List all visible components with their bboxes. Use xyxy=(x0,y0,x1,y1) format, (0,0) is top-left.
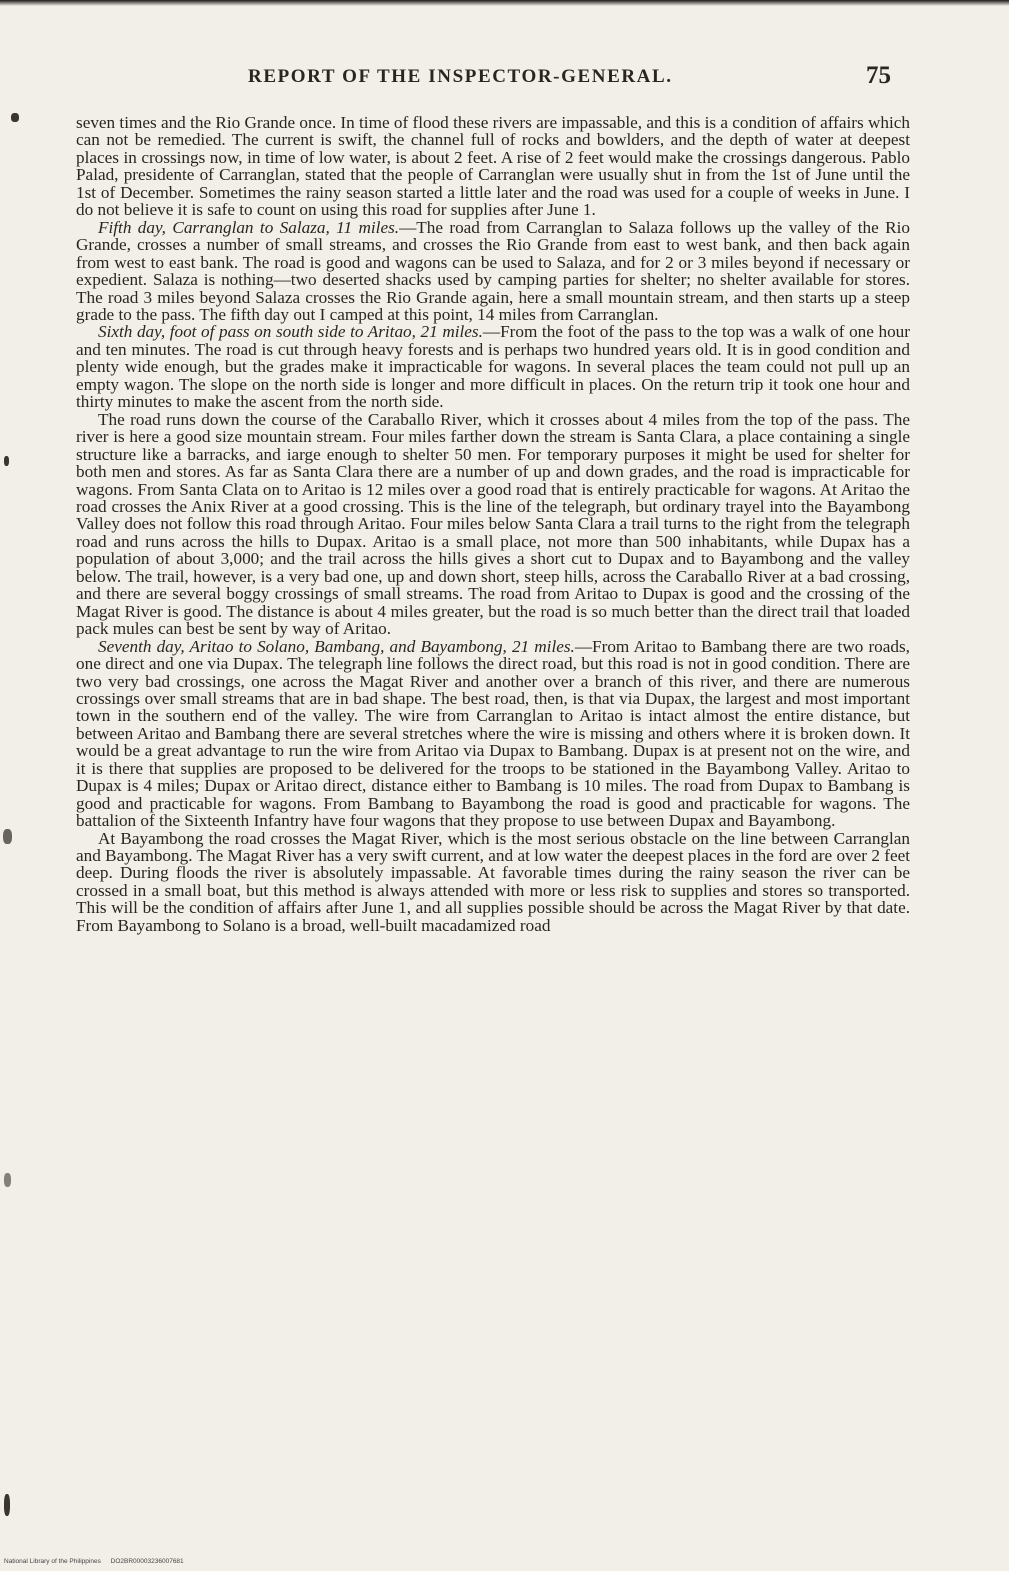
page-number: 75 xyxy=(866,62,891,89)
paragraph-sixth-day xyxy=(76,323,910,410)
paragraph-lead: Sixth day, foot of pass on south side to Aritao, 21 miles. xyxy=(98,322,483,342)
scan-speck-mark xyxy=(4,1173,11,1187)
scan-speck-mark xyxy=(4,1494,10,1516)
scan-speck-mark xyxy=(4,456,9,466)
paragraph-text: seven times and the Rio Grande once. In time of flood these rivers are impassable, and this is a condition of affairs which can not be remedied. The current is swift, the channel full of rocks and bowlders, and the depth of water at deepest places in crossings now, in time of low water, is about 2 feet. A rise of 2 feet would make the crossings dangerous. Pablo Palad, presidente of Carranglan, stated that the people of Carranglan were usually shut in from the 1st of June until the 1st of December. Sometimes the rainy season started a little later and the road was used for a couple of weeks in June. I do not believe it is safe to count on using this road for supplies after June 1. xyxy=(76,113,910,220)
paragraph-text: At Bayambong the road crosses the Magat River, which is the most serious obstacle on the line between Carranglan and Bayambong. The Magat River has a very swift current, and at low water the deepest places in the ford are over 2 feet deep. During floods the river is absolutely impassable. At favorable times during the rainy season the river can be crossed in a small boat, but this method is always attended with more or less risk to supplies and stores so transported. This will be the condition of affairs after June 1, and all supplies possible should be across the Magat River by that date. From Bayambong to Solano is a broad, well-built macadamized road xyxy=(76,828,910,935)
paragraph-lead: Fifth day, Carranglan to Salaza, 11 miles. xyxy=(98,217,400,237)
scan-footer xyxy=(4,1558,184,1565)
scan-speck-mark xyxy=(3,829,12,844)
paragraph-seventh-day xyxy=(76,638,910,830)
paragraph-lead: Seventh day, Aritao to Solano, Bambang, and Bayambong, 21 miles. xyxy=(98,636,575,656)
body-text xyxy=(76,114,910,934)
paragraph-fifth-day xyxy=(76,219,910,324)
running-head: REPORT OF THE INSPECTOR-GENERAL. xyxy=(248,66,673,87)
footer-library: National Library of the Philippines xyxy=(4,1558,101,1565)
footer-item-id: DO2BR00003236007681 xyxy=(110,1558,184,1565)
paragraph-text: —From Aritao to Bambang there are two roads, one direct and one via Dupax. The telegraph line follows the direct road, but this road is not in good condition. There are two very bad crossings, one across the Magat River and another over a branch of this river, and there are numerous crossings over small streams that are in bad shape. The best road, then, is that via Dupax, the largest and most important town in the southern end of the valley. The wire from Carranglan to Aritao is intact almost the entire distance, but between Aritao and Bambang there are several stretches where the wire is missing and others where it is broken down. It would be a great advantage to run the wire from Aritao via Dupax to Bambang. Dupax is at present not on the wire, and it is there that supplies are proposed to be delivered for the troops to be stationed in the Bayambong Valley. Aritao to Dupax is 4 miles; Dupax or Aritao direct, distance either to Bambang is 10 miles. The road from Dupax to Bambang is good and practicable for wagons. From Bambang to Bayambong the road is good and practicable for wagons. The battalion of the Sixteenth Infantry have four wagons that they propose to use between Dupax and Bayambong. xyxy=(76,636,910,831)
page-header xyxy=(0,62,1009,96)
paragraph-text: The road runs down the course of the Caraballo River, which it crosses about 4 miles from the top of the pass. The river is here a good size mountain stream. Four miles farther down the stream is Santa Clara, a place containing a single structure like a barracks, and iarge enough to shelter 50 men. For temporary purposes it might be used for shelter for both men and stores. As far as Santa Clara there are a number of up and down grades, and the road is impracticable for wagons. From Santa Clata on to Aritao is 12 miles over a good road that is entirely practicable for wagons. At Aritao the road crosses the Anix River at a good crossing. This is the line of the telegraph, but ordinary trayel into the Bayambong Valley does not follow this road through Aritao. Four miles below Santa Clara a trail turns to the right from the telegraph road and runs across the hills to Dupax. Aritao is a small place, not more than 500 inhabitants, while Dupax has a population of about 3,000; and the trail across the hills gives a short cut to Dupax and to Bayambong and the valley below. The trail, however, is a very bad one, up and down short, steep hills, across the Caraballo River at a bad crossing, and there are several boggy crossings of small streams. The road from Aritao to Dupax is good and the crossing of the Magat River is good. The distance is about 4 miles greater, but the road is so much better than the direct trail that loaded pack mules can best be sent by way of Aritao. xyxy=(76,409,910,639)
paragraph-continuation xyxy=(76,114,910,219)
paragraph-text: —The road from Carranglan to Salaza follows up the valley of the Rio Grande, crosses a number of small streams, and crosses the Rio Grande from east to west bank, and then back again from west to east bank. The road is good and wagons can be used to Salaza, and for 2 or 3 miles beyond if necessary or expedient. Salaza is nothing—two deserted shacks used by camping parties for shelter; no shelter available for stores. The road 3 miles beyond Salaza crosses the Rio Grande again, here a small mountain stream, and then starts up a steep grade to the pass. The fifth day out I camped at this point, 14 miles from Carranglan. xyxy=(76,217,910,324)
paragraph-caraballo-river xyxy=(76,411,910,638)
paragraph-magat-river xyxy=(76,830,910,935)
scan-speck-mark xyxy=(11,113,19,122)
paragraph-text: —From the foot of the pass to the top was a walk of one hour and ten minutes. The road is cut through heavy forests and is perhaps two hundred years old. It is in good condition and plenty wide enough, but the grades make it impracticable for wagons. In several places the team could not pull up an empty wagon. The slope on the north side is longer and more difficult in places. On the return trip it took one hour and thirty minutes to make the ascent from the north side. xyxy=(76,322,910,412)
